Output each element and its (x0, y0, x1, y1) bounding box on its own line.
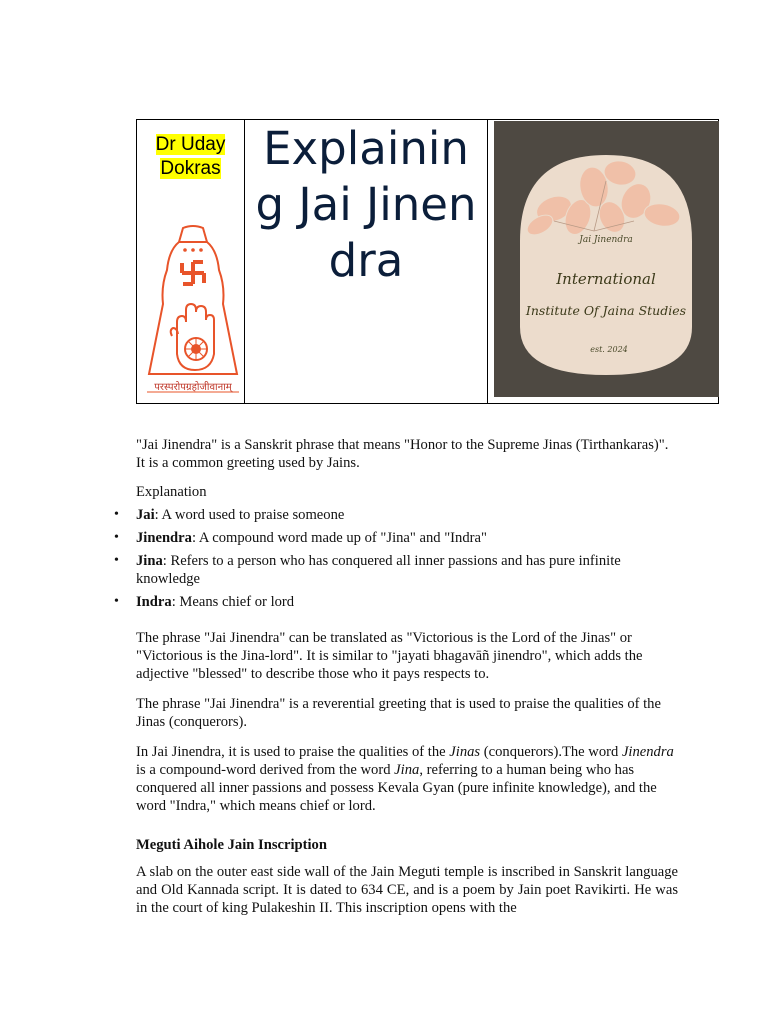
greeting-paragraph: The phrase "Jai Jinendra" is a reverential greeting that is used to praise the qualities of the Jinas (conquerors). (136, 696, 661, 730)
bullet-icon: • (114, 530, 119, 545)
list-item (114, 552, 678, 588)
logo-top-text: Jai Jinendra (579, 235, 633, 245)
author-name (137, 133, 244, 181)
list-item-text: : Refers to a person who has conquered all inner passions and has pure infinite knowledge (136, 553, 621, 587)
translation-paragraph: The phrase "Jai Jinendra" can be translated as "Victorious is the Lord of the Jinas" or "Victorious is the Jina-lord". It is similar to "jayati bhagavāñ jinendro", which adds the adjective "blessed" to describe those who it pays respects to. (136, 630, 643, 682)
italic-term: Jina (394, 762, 420, 778)
text-run: is a compound-word derived from the word (136, 762, 395, 778)
title-column (245, 120, 488, 403)
italic-term: Jinendra (621, 744, 674, 760)
italic-term: Jinas (449, 744, 481, 760)
document-title: Explaining Jai Jinendra (255, 122, 477, 287)
explanation-label: Explanation (136, 484, 207, 500)
jain-symbol-image (145, 224, 241, 402)
text-run: (conquerors).The word (480, 744, 622, 760)
list-item-text: : Means chief or lord (171, 594, 295, 610)
document-body (114, 436, 678, 917)
list-item (114, 593, 678, 611)
institute-logo (494, 121, 719, 397)
logo-name-line1: International (556, 270, 656, 288)
bullet-icon: • (114, 594, 119, 609)
list-item-term: Indra (136, 594, 172, 610)
list-item-text: : A word used to praise someone (154, 507, 345, 523)
list-item-term: Jai (136, 507, 155, 523)
author-name-line1: Dr Uday (155, 134, 226, 155)
header-table (136, 119, 719, 404)
list-item-text: : A compound word made up of "Jina" and "Indra" (191, 530, 487, 546)
section-heading: Meguti Aihole Jain Inscription (136, 837, 327, 853)
logo-name-line2: Institute Of Jaina Studies (525, 303, 687, 318)
intro-paragraph: "Jai Jinendra" is a Sanskrit phrase that means "Honor to the Supreme Jinas (Tirthankaras)". It is a common greeting used by Jains. (136, 437, 669, 471)
explanation-list (114, 506, 678, 611)
author-column (137, 120, 245, 403)
text-run: In Jai Jinendra, it is used to praise the qualities of the (136, 744, 450, 760)
text-run: , referring to a human being who has conquered all inner passions and possess Kevala Gyan (pure infinite knowledge), and the word "Indra," which means chief or lord. (136, 762, 657, 814)
list-item (114, 506, 678, 524)
bullet-icon: • (114, 553, 119, 568)
author-name-line2: Dokras (160, 158, 221, 179)
list-item-term: Jinendra (136, 530, 192, 546)
logo-column (488, 120, 718, 403)
logo-est: est. 2024 (590, 345, 628, 354)
etymology-paragraph (136, 743, 678, 815)
symbol-caption: परस्परोपग्रहोजीवानाम् (154, 382, 232, 393)
list-item-term: Jina (136, 553, 163, 569)
list-item (114, 529, 678, 547)
inscription-paragraph: A slab on the outer east side wall of the Jain Meguti temple is inscribed in Sanskrit language and Old Kannada script. It is dated to 634 CE, and is a poem by Jain poet Ravikirti. He was in the court of king Pulakeshin II. This inscription opens with the (136, 864, 678, 916)
bullet-icon: • (114, 507, 119, 522)
